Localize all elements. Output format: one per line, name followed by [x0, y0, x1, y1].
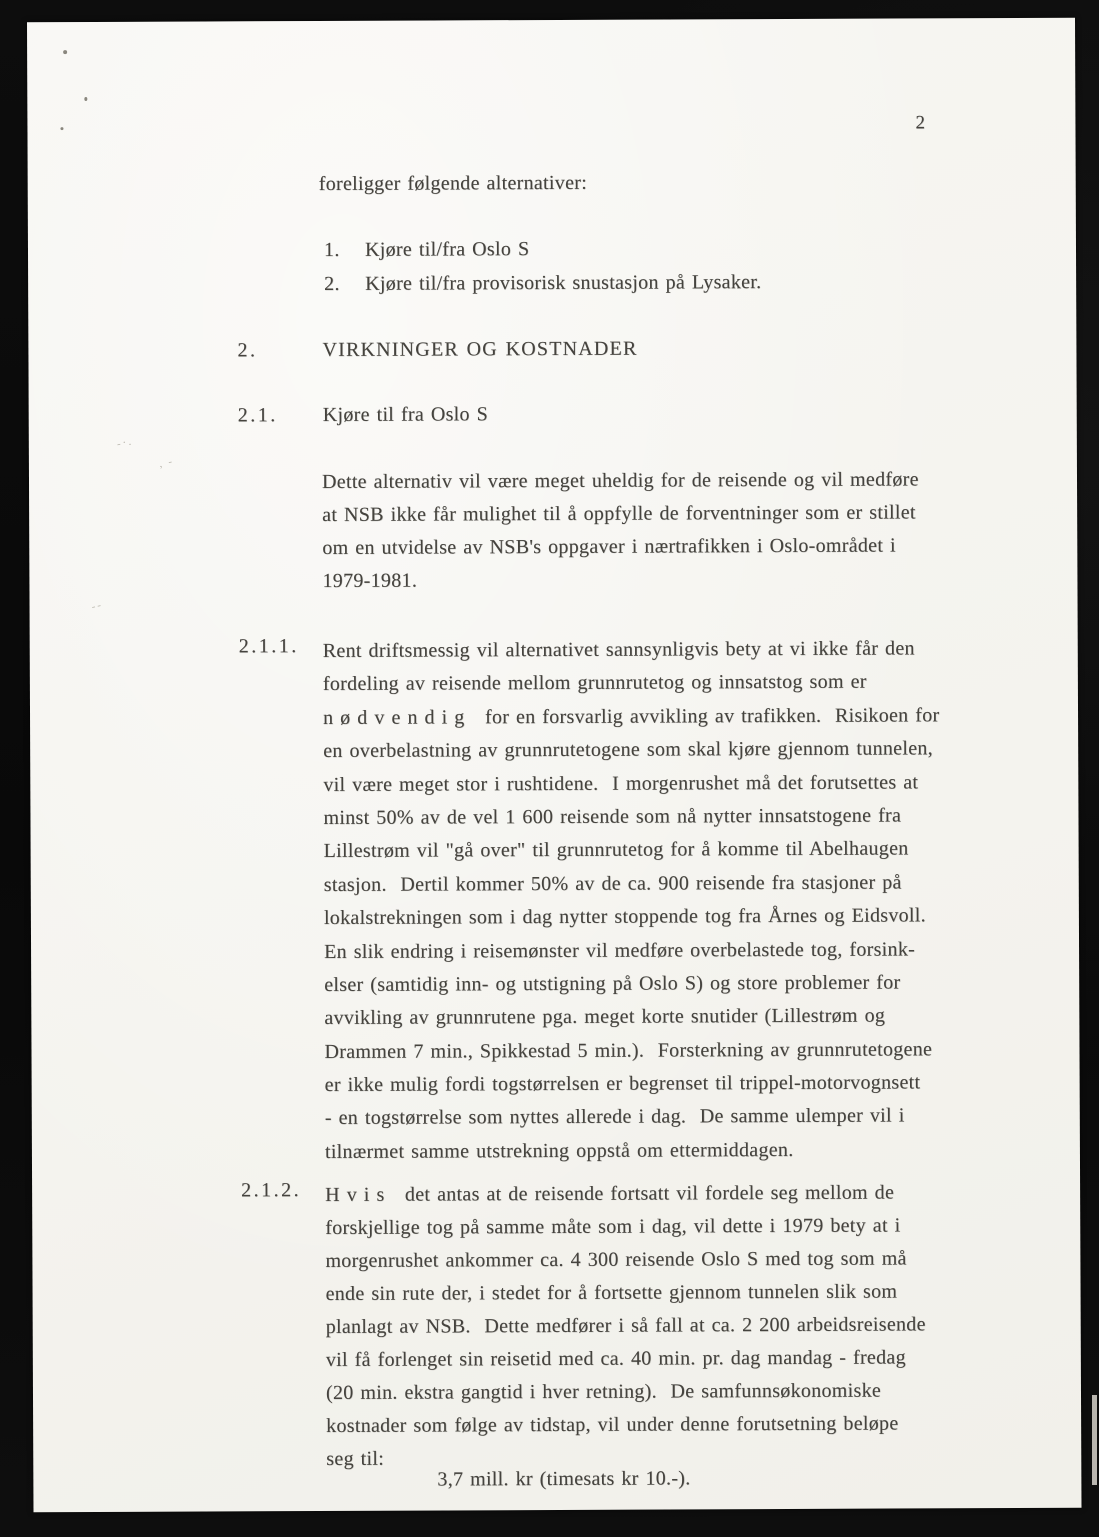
text-line: avvikling av grunnrutene pga. meget korte snutider (Lillestrøm og — [324, 1004, 886, 1030]
page-number: 2 — [915, 112, 926, 134]
text-line: - en togstørrelse som nyttes allerede i dag. De samme ulemper vil i — [324, 1104, 905, 1130]
text-line: seg til: — [326, 1447, 385, 1470]
paragraph — [323, 632, 942, 1169]
text-line: Lillestrøm vil "gå over" til grunnrutetog for å komme til Abelhaugen — [323, 837, 909, 863]
document-page — [27, 18, 1081, 1513]
text-line: en overbelastning av grunnrutetogene som skal kjøre gjennom tunnelen, — [323, 737, 934, 763]
text-line: forskjellige tog på samme måte som i dag, vil dette i 1979 bety at i — [325, 1214, 901, 1239]
list-item: Kjøre til/fra provisorisk snustasjon på Lysaker. — [365, 271, 762, 295]
text-line: fordeling av reisende mellom grunnrutetog og innsatstog som er — [322, 671, 867, 696]
text-line: (20 min. ekstra gangtid i hver retning). De samfunnsøkonomiske — [325, 1379, 882, 1404]
text-line: n ø d v e n d i g for en forsvarlig avvikling av trafikken. Risikoen for — [322, 704, 940, 729]
text-line: H v i s det antas at de reisende fortsatt vil fordele seg mellom de — [325, 1181, 895, 1206]
list-item: Kjøre til/fra Oslo S — [364, 238, 530, 261]
pencil-smudge: -- — [90, 598, 105, 614]
paragraph — [325, 1176, 926, 1476]
scan-speck — [63, 50, 67, 54]
text-line: 1979-1981. — [322, 569, 418, 593]
text-line: En slik endring i reisemønster vil medføre overbelastede tog, forsink- — [324, 937, 916, 963]
section-heading: VIRKNINGER OG KOSTNADER — [322, 337, 638, 362]
section-number: 2.1. — [237, 404, 278, 427]
text-line: vil få forlenget sin reisetid med ca. 40 min. pr. dag mandag - fredag — [325, 1346, 906, 1371]
text-line: Dette alternativ vil være meget uheldig for de reisende og vil medføre — [321, 468, 919, 494]
section-heading: Kjøre til fra Oslo S — [322, 403, 489, 426]
text-line: planlagt av NSB. Dette medfører i så fall at ca. 2 200 arbeidsreisende — [325, 1313, 926, 1338]
text-line: minst 50% av de vel 1 600 reisende som nå nytter innsatstogene fra — [323, 804, 902, 829]
text-line: vil være meget stor i rushtidene. I morgenrushet må det forutsettes at — [323, 770, 919, 796]
list-item-number: 1. — [323, 238, 340, 261]
section-number: 2. — [237, 339, 258, 362]
text-line: Drammen 7 min., Spikkestad 5 min.). Forsterkning av grunnrutetogene — [324, 1038, 933, 1063]
text-line: kostnader som følge av tidstap, vil under denne forutsetning beløpe — [326, 1412, 899, 1437]
list-item-number: 2. — [324, 272, 340, 295]
text-line: morgenrushet ankommer ca. 4 300 reisende Oslo S med tog som må — [325, 1247, 907, 1272]
text-line: tilnærmet samme utstrekning oppstå om ettermiddagen. — [324, 1138, 794, 1163]
pencil-smudge: , - — [157, 455, 176, 471]
adjacent-page-edge — [1092, 1395, 1097, 1485]
scan-speck — [60, 127, 63, 130]
text-line: elser (samtidig inn- og utstigning på Oslo S) og store problemer for — [324, 971, 901, 996]
text-line: om en utvidelse av NSB's oppgaver i nærtrafikken i Oslo-området i — [322, 534, 896, 560]
amount-line: 3,7 mill. kr (timesats kr 10.-). — [437, 1467, 691, 1491]
intro-line: foreligger følgende alternativer: — [318, 171, 588, 196]
text-line: at NSB ikke får mulighet til å oppfylle de forventninger som er stillet — [322, 501, 916, 527]
paragraph — [322, 463, 919, 598]
text-line: ende sin rute der, i stedet for å fortsette gjennom tunnelen slik som — [325, 1280, 898, 1305]
section-number: 2.1.1. — [238, 635, 299, 658]
text-line: Rent driftsmessig vil alternativet sannsynligvis bety at vi ikke får den — [322, 637, 915, 663]
text-line: lokalstrekningen som i dag nytter stoppende tog fra Årnes og Eidsvoll. — [323, 904, 926, 930]
pencil-smudge: -·. — [115, 435, 135, 451]
section-number: 2.1.2. — [241, 1179, 302, 1202]
text-line: er ikke mulig fordi togstørrelsen er begrenset til trippel-motorvognsett — [324, 1071, 921, 1097]
scan-speck — [84, 97, 87, 101]
text-line: stasjon. Dertil kommer 50% av de ca. 900 reisende fra stasjoner på — [323, 871, 902, 896]
